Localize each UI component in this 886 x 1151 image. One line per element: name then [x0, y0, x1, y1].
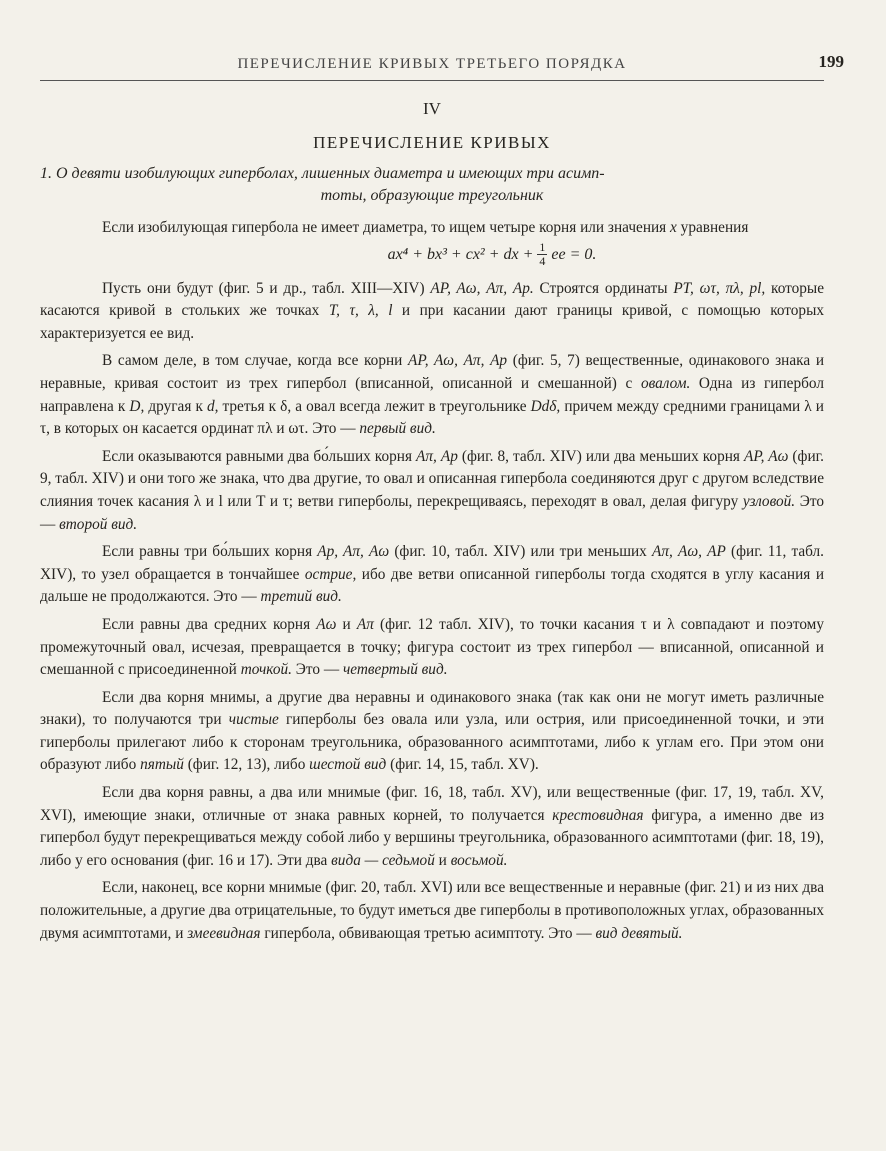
text-run: (фиг. 8, табл. XIV) или два меньших корня [457, 447, 744, 465]
text-run: Если, наконец, все корни мнимые (фиг. 20, табл. XVI) или все вещественные и неравные (фиг. 21) и из них два положительные, а другие два отрицательные, то будут иметься две гиперболы в противоположных углах, образованных двумя асимптотами, и [40, 879, 824, 942]
text-run: Если два корня мнимы, а другие два неравны и одинакового знака (так как они не могут иметь различные знаки), то получаются три [40, 688, 824, 729]
paragraph [40, 217, 824, 240]
section-title: ПЕРЕЧИСЛЕНИЕ КРИВЫХ [313, 133, 551, 152]
subsection-heading [40, 163, 824, 207]
text-run: Это — [40, 492, 825, 533]
text-run: (фиг. 9, табл. XIV) и они того же знака, что два другие, то овал и описанная гипербола соединяются друг с другом вследствие слияния точек касания λ и l или T и τ; ветви гиперболы, перекрещиваясь, переходят в овал, делая фигуру [40, 447, 824, 510]
paragraph [40, 541, 824, 609]
italic-term: Aω [316, 615, 337, 633]
text-run: ибо две ветви описанной гиперболы тогда сходятся в углу касания и дальше не продолжаются. Это — [40, 565, 825, 606]
italic-term: змеевидная [187, 924, 261, 942]
text-run: Если оказываются равными два бо́льших корня [102, 447, 417, 465]
paragraph [40, 687, 824, 777]
text-run: другая к [144, 397, 207, 415]
text-run: и [336, 615, 357, 633]
italic-term: четвертый вид. [342, 661, 448, 679]
text-run: В самом деле, в том случае, когда все корни [102, 352, 409, 370]
italic-term: Ap, Aπ, Aω [317, 543, 390, 561]
paragraph [40, 278, 824, 346]
section-number: IV [423, 99, 441, 118]
italic-term: восьмой. [450, 851, 508, 869]
text-run: Одна из гипербол направлена к [40, 374, 824, 415]
equation-right: ee = 0. [551, 245, 597, 263]
italic-term: острие, [304, 565, 357, 583]
text-run: которые касаются кривой в стольких же точках [40, 279, 824, 320]
text-run: и при касании дают границы кривой, с помощью которых характеризуется ее вид. [40, 302, 825, 342]
italic-term: первый вид. [359, 420, 436, 438]
italic-term: шестой вид [309, 756, 387, 774]
italic-term: третий вид. [260, 588, 342, 606]
page-number: 199 [818, 52, 844, 71]
running-header [40, 52, 844, 81]
equation-left: ax⁴ + bx³ + cx² + dx + [387, 245, 534, 263]
italic-term: Aπ [356, 615, 374, 633]
fraction-numerator: 1 [539, 240, 546, 255]
text-run: третья к δ, а овал всегда лежит в треугольнике [218, 397, 531, 415]
italic-term: Aπ, Ap [416, 447, 458, 465]
italic-term: второй вид. [59, 515, 138, 533]
italic-term: d, [206, 397, 219, 415]
text-run: Если равны два средних корня [102, 615, 317, 633]
paragraph [40, 350, 824, 440]
quartic-equation [160, 238, 824, 272]
subheading-line-1: 1. О девяти изобилующих гиперболах, лишенных диаметра и имеющих три асимп- [40, 165, 605, 182]
text-run: (фиг. 5, 7) вещественные, одинакового знака и неравные, кривая состоит из трех гипербол (вписанной, описанной и смешанной) с [40, 352, 825, 392]
italic-term: D, [129, 397, 145, 415]
text-run: Это — [291, 661, 343, 679]
text-run: Если изобилующая гипербола не имеет диаметра, то ищем четыре корня или значения [102, 219, 671, 236]
italic-term: вида — седьмой [331, 851, 435, 869]
text-run: уравнения [676, 219, 749, 236]
italic-term: AP, Aω, Aπ, Ap [408, 352, 508, 370]
equation-fraction [537, 241, 547, 268]
text-run: (фиг. 12 табл. XIV), то точки касания τ и λ совпадают и поэтому промежуточный овал, исчезая, превращается в точку; фигура состоит из трех гипербол — вписанной, описанной и смешанной с присоединенной [40, 615, 825, 679]
italic-term: x [670, 219, 677, 236]
text-run: Если два корня равны, а два или мнимые (фиг. 16, 18, табл. XV), или вещественные (фиг. 17, 19, табл. XV, XVI), имеющие знаки, отличные от знака равных корней, то получается [40, 784, 824, 824]
text-run: (фиг. 12, 13), либо [183, 756, 310, 774]
text-run: (фиг. 14, 15, табл. XV). [386, 756, 539, 774]
text-run: фигура, а именно две из гипербол будут перекрещиваться между собой либо у вершины треугольника, образованного асимптотами (фиг. 18, 19), либо у его основания (фиг. 16 и 17). Эти два [40, 806, 824, 869]
italic-term: крестовидная [552, 806, 644, 824]
running-title: ПЕРЕЧИСЛЕНИЕ КРИВЫХ ТРЕТЬЕГО ПОРЯДКА [237, 56, 627, 72]
italic-term: Aπ, Aω, AP [651, 543, 726, 561]
subheading-line-2: тоты, образующие треугольник [320, 187, 544, 204]
text-run: (фиг. 11, табл. XIV), то узел обращается в тончайшее [40, 543, 824, 583]
italic-term: точкой. [240, 661, 292, 679]
italic-term: AP, Aω, Aπ, Ap. [430, 279, 534, 297]
text-run: и [434, 851, 451, 869]
italic-term: PT, ωτ, πλ, pl, [673, 279, 766, 297]
italic-term: пятый [140, 756, 184, 774]
italic-term: T, τ, λ, l [328, 302, 393, 320]
paragraph [40, 877, 824, 945]
text-run: (фиг. 10, табл. XIV) или три меньших [389, 543, 652, 561]
text-run: Если равны три бо́льших корня [102, 543, 318, 561]
italic-term: чистые [228, 711, 279, 729]
italic-term: овалом. [640, 374, 691, 392]
text-run: причем между средними границами λ и τ, в которых он касается ординат πλ и ωτ. Это — [40, 397, 824, 438]
paragraph [40, 782, 824, 872]
italic-term: узловой. [742, 492, 796, 510]
text-run: Пусть они будут (фиг. 5 и др., табл. XIII—XIV) [102, 279, 431, 297]
fraction-denominator: 4 [539, 254, 546, 269]
paragraph [40, 446, 824, 536]
text-run: гиперболы без овала или узла, или острия, или присоединенной точки, и эти гиперболы прилегают либо к сторонам треугольника, образованного асимптотами, либо к углам его. При этом они образуют либо [40, 711, 825, 774]
paragraph [40, 614, 824, 682]
italic-term: Ddδ, [530, 397, 561, 415]
text-run: Строятся ординаты [533, 279, 674, 297]
text-run: гипербола, обвивающая третью асимптоту. Это — [260, 924, 596, 942]
italic-term: вид девятый. [595, 924, 683, 942]
italic-term: AP, Aω [743, 447, 789, 465]
